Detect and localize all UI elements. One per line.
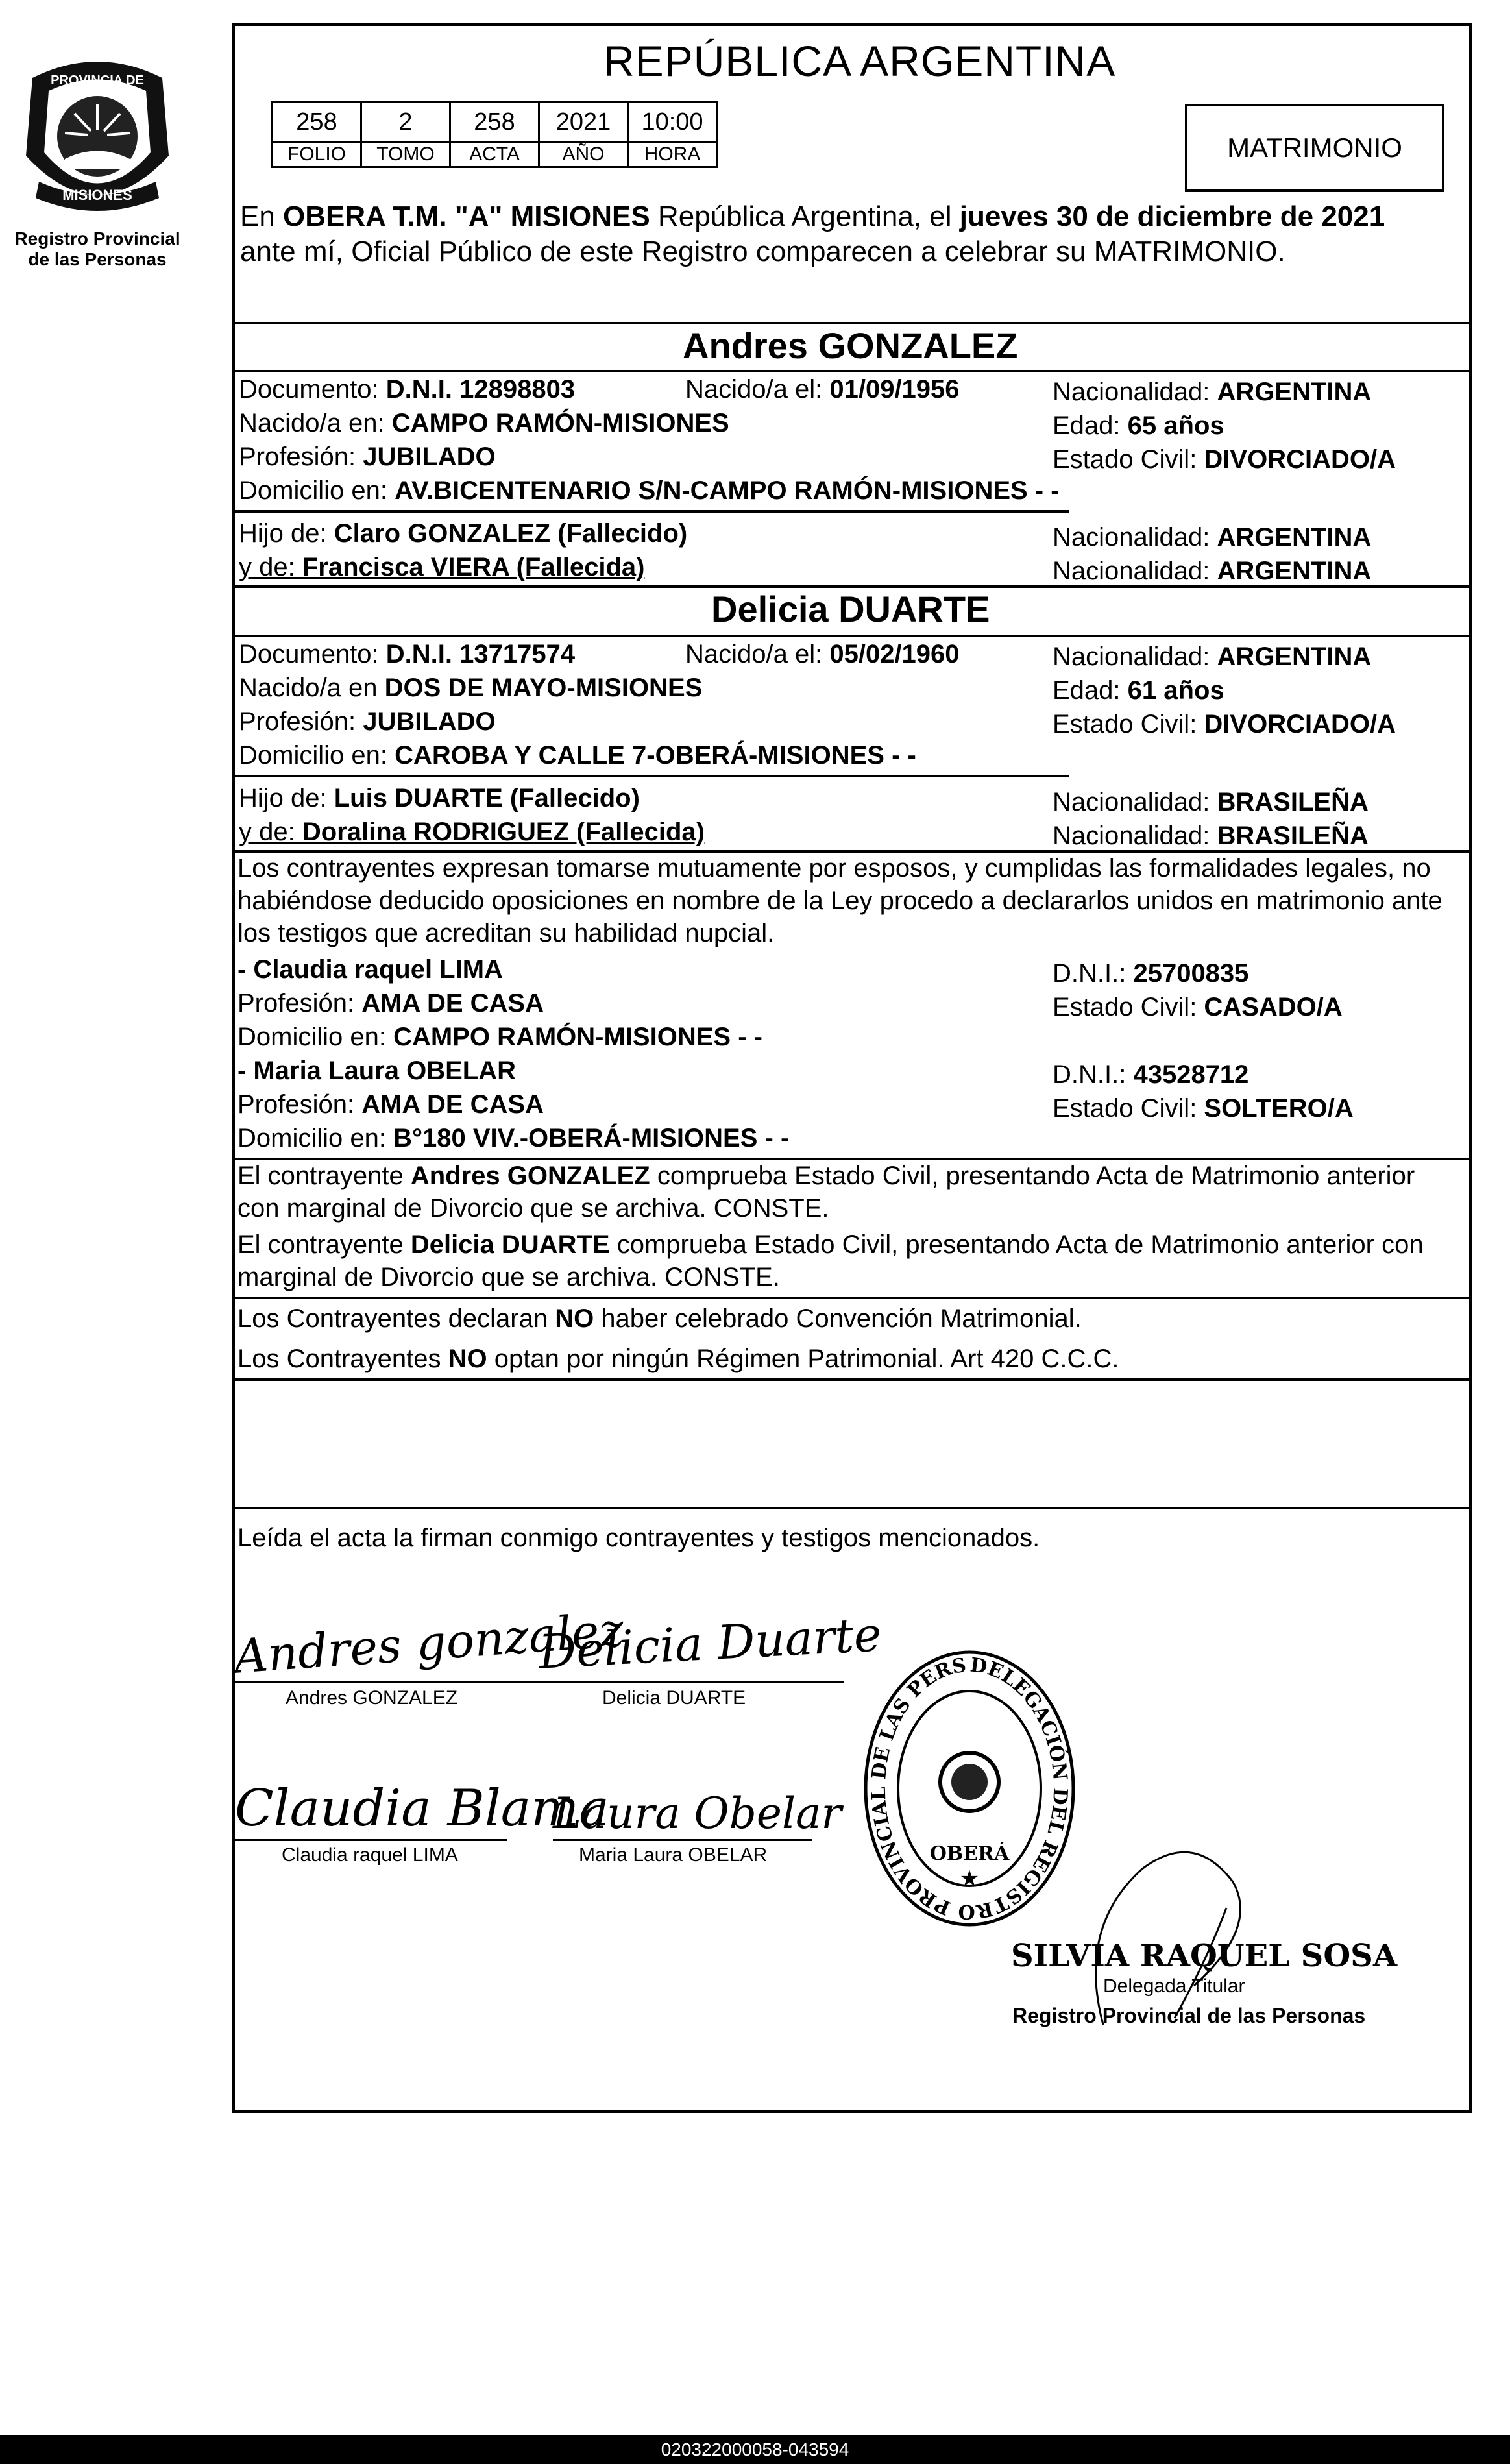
party1-mother-nationality: Nacionalidad: ARGENTINA: [1053, 557, 1372, 585]
divider: [232, 1297, 1472, 1299]
divider: [232, 635, 1472, 637]
declaration-line-2: habiéndose deducido oposiciones en nombre de la Ley procedo a declararlos unidos en matrimonio ante: [237, 886, 1443, 915]
divider: [232, 1378, 1472, 1381]
page-title: REPÚBLICA ARGENTINA: [603, 37, 1116, 85]
anio-label: AÑO: [539, 142, 628, 167]
party2-civil-status: Estado Civil: DIVORCIADO/A: [1053, 710, 1396, 738]
party1-document: Documento: D.N.I. 12898803: [239, 375, 576, 404]
folio-label: FOLIO: [273, 142, 361, 167]
party1-name: Andres GONZALEZ: [683, 325, 1018, 366]
acta-value: 258: [450, 103, 539, 142]
signature-andres-gonzalez: Andres gonzalez: [232, 1602, 626, 1684]
registry-logo: [13, 52, 182, 227]
party2-father: Hijo de: Luis DUARTE (Fallecido): [239, 784, 640, 812]
witness1-civil-status: Estado Civil: CASADO/A: [1053, 993, 1343, 1021]
signature-line: [234, 1681, 558, 1683]
official-stamp: [859, 1646, 1080, 1931]
signature-claudia-lima: Claudia Blama: [235, 1779, 609, 1838]
official-title: Delegada Titular: [1103, 1975, 1245, 1997]
signature-caption-andres: Andres GONZALEZ: [286, 1687, 458, 1709]
party2-father-nationality: Nacionalidad: BRASILEÑA: [1053, 788, 1369, 816]
svg-text:MISIONES: MISIONES: [62, 187, 132, 203]
divider: [232, 510, 1069, 513]
registry-data-table: [271, 101, 718, 168]
party1-address: Domicilio en: AV.BICENTENARIO S/N-CAMPO RAMÓN-MISIONES - -: [239, 476, 1060, 505]
party1-age: Edad: 65 años: [1053, 411, 1224, 440]
declaration-line-3: los testigos que acreditan su habilidad nupcial.: [237, 919, 775, 947]
signature-delicia-duarte: Delicia Duarte: [537, 1607, 883, 1679]
intro-line-2: ante mí, Oficial Público de este Registro comparecen a celebrar su MATRIMONIO.: [240, 236, 1285, 267]
svg-text:DELEGACIÓN DEL REGISTRO PROVIN: DELEGACIÓN DEL REGISTRO PROVINCIAL DE LAS PERS: [867, 1653, 1072, 1923]
note1-line-1: El contrayente Andres GONZALEZ comprueba Estado Civil, presentando Acta de Matrimonio anterior: [237, 1162, 1415, 1190]
tomo-label: TOMO: [361, 142, 450, 167]
svg-text:★: ★: [959, 1866, 980, 1892]
party2-profession: Profesión: JUBILADO: [239, 707, 496, 736]
misiones-seal-icon: [13, 52, 182, 227]
acta-label: ACTA: [450, 142, 539, 167]
party2-address: Domicilio en: CAROBA Y CALLE 7-OBERÁ-MISIONES - -: [239, 741, 916, 770]
witness2-dni: D.N.I.: 43528712: [1053, 1060, 1249, 1089]
svg-text:OBERÁ: OBERÁ: [929, 1842, 1010, 1865]
note2-line-2: marginal de Divorcio que se archiva. CONSTE.: [237, 1263, 780, 1291]
document-id-bar: [0, 2435, 1510, 2464]
party2-name: Delicia DUARTE: [711, 589, 990, 629]
party1-birthplace: Nacido/a en: CAMPO RAMÓN-MISIONES: [239, 409, 729, 437]
folio-value: 258: [273, 103, 361, 142]
divider: [232, 370, 1472, 372]
witness2-address: Domicilio en: B°180 VIV.-OBERÁ-MISIONES - -: [237, 1124, 790, 1153]
party2-birthplace: Nacido/a en DOS DE MAYO-MISIONES: [239, 674, 703, 702]
registry-stamp-icon: [859, 1646, 1080, 1931]
closing-statement: Leída el acta la firman conmigo contrayentes y testigos mencionados.: [237, 1524, 1040, 1552]
official-office: Registro Provincial de las Personas: [1012, 2004, 1366, 2027]
witness1-name: - Claudia raquel LIMA: [237, 955, 503, 984]
party2-mother: y de: Doralina RODRIGUEZ (Fallecida): [239, 818, 705, 846]
party1-nationality: Nacionalidad: ARGENTINA: [1053, 378, 1372, 406]
anio-value: 2021: [539, 103, 628, 142]
witness2-profession: Profesión: AMA DE CASA: [237, 1090, 544, 1119]
record-type-box: [1185, 104, 1444, 192]
party1-birthdate: Nacido/a el: 01/09/1956: [685, 375, 960, 404]
signature-caption-laura: Maria Laura OBELAR: [579, 1844, 768, 1866]
party1-mother: y de: Francisca VIERA (Fallecida): [239, 553, 645, 581]
document-id: 020322000058-043594: [661, 2439, 849, 2459]
hora-value: 10:00: [628, 103, 717, 142]
party1-father: Hijo de: Claro GONZALEZ (Fallecido): [239, 519, 688, 548]
signature-caption-delicia: Delicia DUARTE: [602, 1687, 746, 1709]
witness1-dni: D.N.I.: 25700835: [1053, 959, 1249, 988]
record-type: MATRIMONIO: [1227, 132, 1402, 163]
signature-laura-obelar: Laura Obelar: [553, 1788, 842, 1838]
note1-line-2: con marginal de Divorcio que se archiva. CONSTE.: [237, 1194, 829, 1223]
party1-civil-status: Estado Civil: DIVORCIADO/A: [1053, 445, 1396, 474]
official-name: SILVIA RAQUEL SOSA: [1011, 1938, 1398, 1974]
party2-nationality: Nacionalidad: ARGENTINA: [1053, 642, 1372, 671]
tomo-value: 2: [361, 103, 450, 142]
declaration-line-1: Los contrayentes expresan tomarse mutuamente por esposos, y cumplidas las formalidades legales, no: [237, 854, 1431, 883]
regime-line-2: Los Contrayentes NO optan por ningún Régimen Patrimonial. Art 420 C.C.C.: [237, 1345, 1119, 1373]
party1-father-nationality: Nacionalidad: ARGENTINA: [1053, 523, 1372, 552]
svg-text:PROVINCIA DE: PROVINCIA DE: [51, 73, 144, 88]
intro-line-1: En OBERA T.M. "A" MISIONES República Argentina, el jueves 30 de diciembre de 2021: [240, 201, 1385, 232]
party2-mother-nationality: Nacionalidad: BRASILEÑA: [1053, 822, 1369, 850]
witness1-address: Domicilio en: CAMPO RAMÓN-MISIONES - -: [237, 1023, 762, 1051]
signature-caption-claudia: Claudia raquel LIMA: [282, 1844, 458, 1866]
party2-age: Edad: 61 años: [1053, 676, 1224, 705]
witness2-name: - Maria Laura OBELAR: [237, 1056, 516, 1085]
signature-line: [558, 1681, 844, 1683]
signature-line: [553, 1839, 812, 1841]
party2-document: Documento: D.N.I. 13717574: [239, 640, 576, 668]
logo-caption: Registro Provincial de las Personas: [14, 228, 180, 269]
party1-profession: Profesión: JUBILADO: [239, 443, 496, 471]
regime-line-1: Los Contrayentes declaran NO haber celebrado Convención Matrimonial.: [237, 1304, 1082, 1333]
hora-label: HORA: [628, 142, 717, 167]
party2-birthdate: Nacido/a el: 05/02/1960: [685, 640, 960, 668]
witness2-civil-status: Estado Civil: SOLTERO/A: [1053, 1094, 1354, 1123]
divider: [232, 1507, 1472, 1509]
signature-line: [235, 1839, 507, 1841]
divider: [232, 775, 1069, 777]
note2-line-1: El contrayente Delicia DUARTE comprueba Estado Civil, presentando Acta de Matrimonio anterior con: [237, 1230, 1424, 1259]
witness1-profession: Profesión: AMA DE CASA: [237, 989, 544, 1018]
